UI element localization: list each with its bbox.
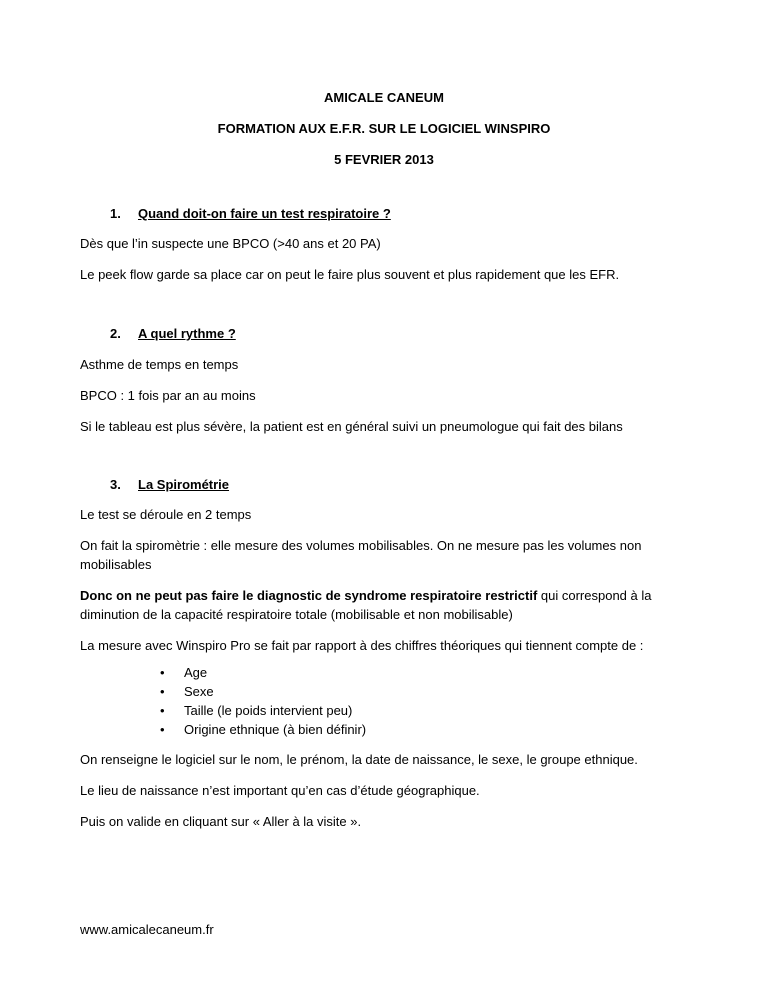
bullet-icon: • [160,703,165,718]
paragraph: Puis on valide en cliquant sur « Aller à la visite ». [80,814,362,829]
paragraph: On fait la spiromètrie : elle mesure des volumes mobilisables. On ne mesure pas les volumes non mobilisables [80,538,642,572]
paragraph: On renseigne le logiciel sur le nom, le prénom, la date de naissance, le sexe, le groupe ethnique. [80,752,638,767]
bullet-icon: • [160,665,165,680]
list-item: • Sexe [160,684,214,699]
footer-url: www.amicalecaneum.fr [80,922,214,937]
paragraph: Le test se déroule en 2 temps [80,507,252,522]
paragraph-bold-lead [80,586,655,624]
paragraph: Le peek flow garde sa place car on peut le faire plus souvent et plus rapidement que les EFR. [80,267,620,282]
list-item: • Age [160,665,208,680]
list-item: • Origine ethnique (à bien définir) [160,722,367,737]
paragraph: BPCO : 1 fois par an au moins [80,388,256,403]
section-2-heading [110,326,236,341]
bold-lead-text: Donc on ne peut pas faire le diagnostic de syndrome respiratoire restrictif [80,588,538,603]
paragraph: La mesure avec Winspiro Pro se fait par rapport à des chiffres théoriques qui tiennent compte de : [80,638,644,653]
paragraph: Asthme de temps en temps [80,357,239,372]
section-number: 3. [110,477,121,492]
section-title: Quand doit-on faire un test respiratoire ? [138,206,391,221]
section-number: 1. [110,206,121,221]
paragraph: Le lieu de naissance n’est important qu’en cas d’étude géographique. [80,783,480,798]
section-3-heading [110,477,229,492]
criteria-list [160,663,366,739]
doc-title: AMICALE CANEUM [324,90,444,105]
doc-date: 5 FEVRIER 2013 [334,152,434,167]
paragraph: Si le tableau est plus sévère, la patient est en général suivi un pneumologue qui fait des bilans [80,419,623,434]
section-title: A quel rythme ? [138,326,236,341]
bold-lead-rest: qui correspond à la diminution de la capacité respiratoire totale (mobilisable et non mobilisable) [80,588,652,622]
section-title: La Spirométrie [138,477,230,492]
paragraph: Dès que l’in suspecte une BPCO (>40 ans et 20 PA) [80,236,381,251]
section-1-heading [110,206,391,221]
section-number: 2. [110,326,121,341]
bullet-icon: • [160,684,165,699]
doc-subtitle: FORMATION AUX E.F.R. SUR LE LOGICIEL WINSPIRO [217,121,551,136]
bullet-icon: • [160,722,165,737]
list-item: • Taille (le poids intervient peu) [160,703,353,718]
